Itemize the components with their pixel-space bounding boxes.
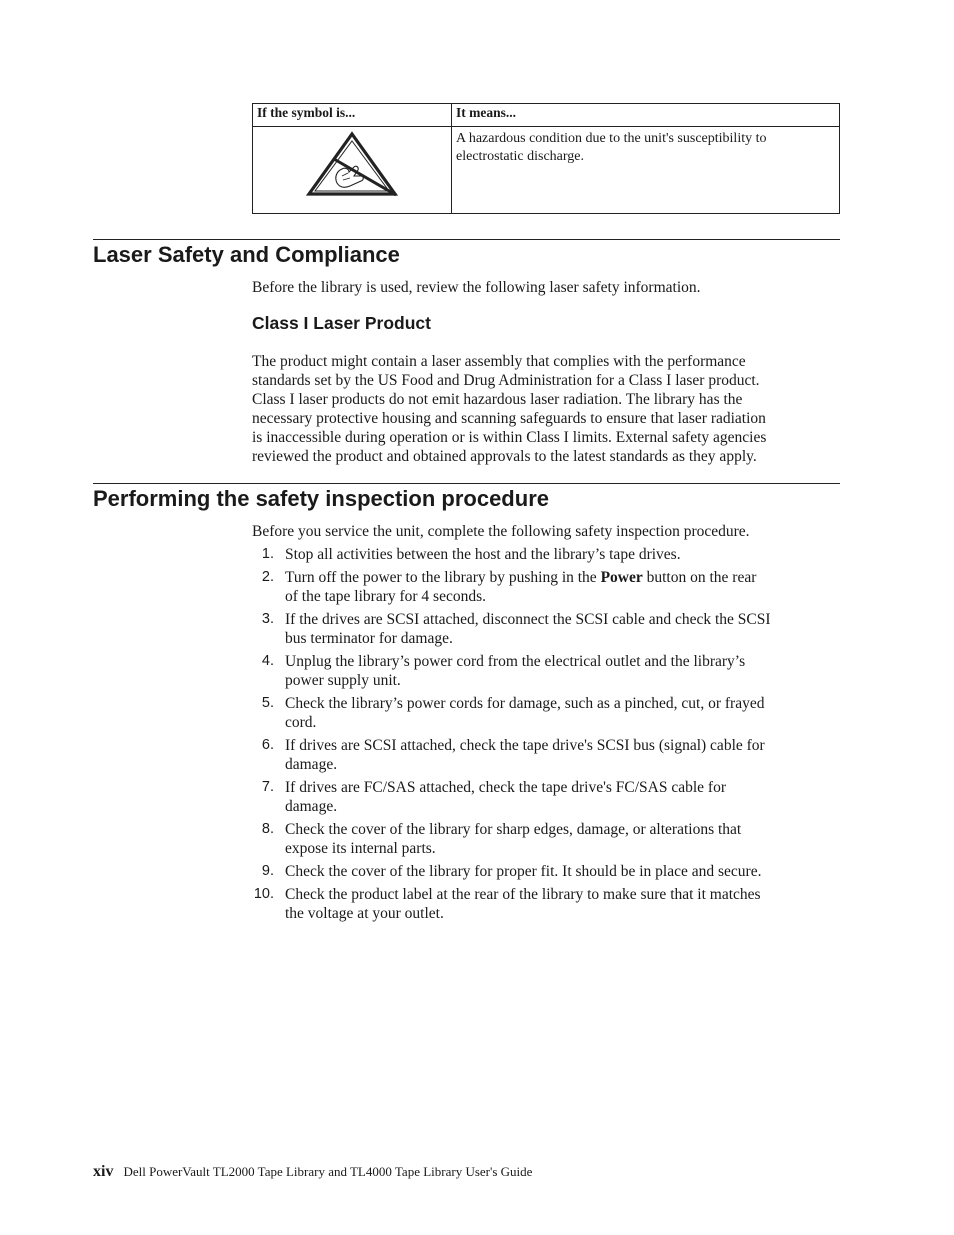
class-laser-subheading: Class I Laser Product	[252, 313, 431, 333]
meaning-line: A hazardous condition due to the unit's susceptibility to	[456, 131, 767, 146]
step-number: 9.	[261, 863, 274, 879]
step-text	[285, 820, 845, 858]
symbol-table	[252, 103, 840, 214]
body-line: standards set by the US Food and Drug Administration for a Class I laser product.	[252, 372, 760, 389]
step-number: 10.	[253, 886, 274, 902]
step-line: If the drives are SCSI attached, disconnect the SCSI cable and check the SCSI	[285, 611, 771, 628]
meaning-line: electrostatic discharge.	[456, 149, 585, 164]
step-text-post: button on the rear	[642, 569, 757, 586]
step-number: 4.	[261, 653, 274, 669]
step-line: Check the cover of the library for sharp edges, damage, or alterations that	[285, 821, 742, 838]
page-number: xiv	[93, 1163, 114, 1180]
esd-warning-icon	[304, 131, 400, 197]
step-line: damage.	[285, 798, 338, 815]
body-line: Class I laser products do not emit hazardous laser radiation. The library has the	[252, 391, 743, 408]
step-text	[285, 568, 845, 606]
meaning-cell	[452, 127, 840, 214]
step-line: Check the cover of the library for proper fit. It should be in place and secure.	[285, 863, 762, 880]
body-line: necessary protective housing and scanning safeguards to ensure that laser radiation	[252, 410, 766, 427]
step-number: 5.	[261, 695, 274, 711]
step-line: Unplug the library’s power cord from the electrical outlet and the library’s	[285, 653, 746, 670]
step-line: Check the library’s power cords for damage, such as a pinched, cut, or frayed	[285, 695, 765, 712]
step-line: damage.	[285, 756, 338, 773]
step-line: Check the product label at the rear of the library to make sure that it matches	[285, 886, 761, 903]
body-line: The product might contain a laser assembly that complies with the performance	[252, 353, 746, 370]
step-number: 8.	[261, 821, 274, 837]
page-footer	[93, 1163, 532, 1181]
step-number: 7.	[261, 779, 274, 795]
step-line: power supply unit.	[285, 672, 401, 689]
step-number: 6.	[261, 737, 274, 753]
step-line: If drives are SCSI attached, check the tape drive's SCSI bus (signal) cable for	[285, 737, 765, 754]
step-line: Stop all activities between the host and the library’s tape drives.	[285, 546, 681, 563]
laser-safety-heading: Laser Safety and Compliance	[93, 242, 400, 267]
step-line: expose its internal parts.	[285, 840, 436, 857]
laser-intro: Before the library is used, review the following laser safety information.	[252, 279, 701, 296]
step-text	[285, 736, 845, 774]
step-line: bus terminator for damage.	[285, 630, 453, 647]
step-text	[285, 610, 845, 648]
step-number: 3.	[261, 611, 274, 627]
step-line	[285, 568, 845, 587]
symbol-cell	[253, 127, 452, 214]
step-line: of the tape library for 4 seconds.	[285, 588, 487, 605]
body-line: reviewed the product and obtained approvals to the latest standards as they apply.	[252, 448, 757, 465]
step-text	[285, 545, 845, 564]
symbol-column-header: If the symbol is...	[253, 104, 452, 127]
step-line: the voltage at your outlet.	[285, 905, 444, 922]
step-text	[285, 778, 845, 816]
step-text	[285, 862, 845, 881]
section-rule	[93, 239, 840, 240]
step-text	[285, 652, 845, 690]
footer-title: Dell PowerVault TL2000 Tape Library and TL4000 Tape Library User's Guide	[123, 1164, 533, 1179]
inspection-heading: Performing the safety inspection procedure	[93, 486, 549, 511]
step-line: cord.	[285, 714, 317, 731]
step-text	[285, 885, 845, 923]
meaning-column-header: It means...	[452, 104, 840, 127]
body-line: is inaccessible during operation or is within Class I limits. External safety agencies	[252, 429, 767, 446]
section-rule	[93, 483, 840, 484]
symbol-table-header	[253, 104, 840, 127]
step-text	[285, 694, 845, 732]
step-line: If drives are FC/SAS attached, check the tape drive's FC/SAS cable for	[285, 779, 726, 796]
laser-body	[252, 352, 842, 466]
table-row	[253, 127, 840, 214]
step-text-pre: Turn off the power to the library by pushing in the	[285, 569, 601, 586]
inspection-intro: Before you service the unit, complete the following safety inspection procedure.	[252, 523, 750, 540]
step-number: 1.	[261, 546, 274, 562]
step-number: 2.	[261, 569, 274, 585]
power-button-label: Power	[600, 569, 643, 586]
